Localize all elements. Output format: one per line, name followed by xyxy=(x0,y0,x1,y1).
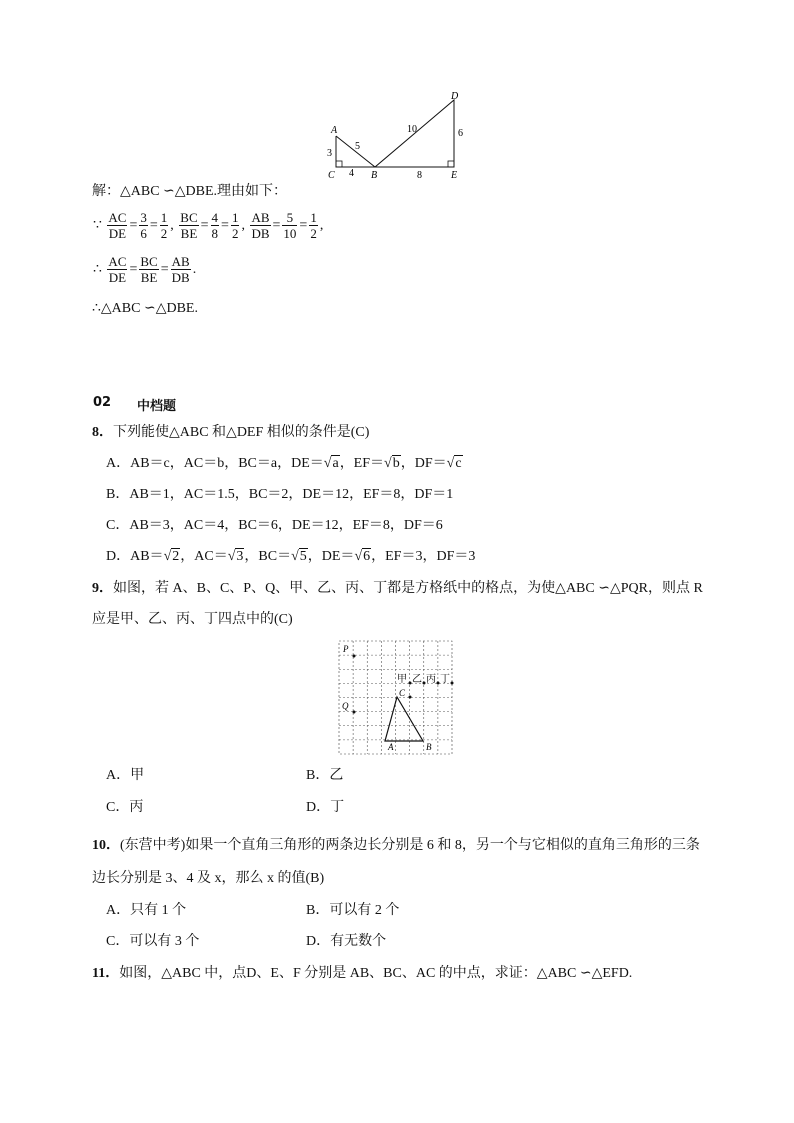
point-p xyxy=(353,655,356,658)
q10-line2: 边长分别是 3、4 及 x，那么 x 的值(B) xyxy=(92,871,325,886)
grid-label-a: A xyxy=(388,742,394,752)
q8-option-b: B．AB＝1，AC＝1.5，BC＝2，DE＝12，EF＝8，DF＝1 xyxy=(106,487,454,502)
label-d: D xyxy=(451,91,459,102)
figure-right-triangles xyxy=(322,90,472,182)
frac-ac-de: $\frac{AC}{DE}$ xyxy=(108,210,127,241)
sqrt-a: √a xyxy=(323,456,339,471)
q8-stem: 8．下列能使△ABC 和△DEF 相似的条件是(C) xyxy=(92,425,370,440)
q9-option-a: A．甲 xyxy=(106,768,145,783)
point-q xyxy=(353,711,356,714)
right-angle-mark-e xyxy=(448,161,454,167)
solution-conclusion: ∴△ABC ∽△DBE. xyxy=(92,301,198,316)
label-c: C xyxy=(328,170,335,181)
grid-label-ding: 丁 xyxy=(440,674,450,685)
q9-option-d: D．丁 xyxy=(306,800,345,815)
q9-option-b: B．乙 xyxy=(306,768,344,783)
grid-label-q: Q xyxy=(342,701,349,711)
q10-number: 10． xyxy=(92,838,120,853)
solution-equal-ratios: ∴ $\frac{AC}{DE}$ = $\frac{BC}{BE}$ = $\frac{AB}{DB}$ . xyxy=(93,254,197,285)
frac-bc-be: $\frac{BC}{BE}$ xyxy=(180,210,198,241)
section-title: 中档题 xyxy=(137,399,177,414)
solution-intro: 解：△ABC ∽△DBE.理由如下： xyxy=(92,184,288,199)
grid-label-yi: 乙 xyxy=(412,674,422,685)
length-bd: 10 xyxy=(407,124,417,135)
grid-label-jia: 甲 xyxy=(397,674,407,685)
length-de: 6 xyxy=(458,128,463,139)
q11-number: 11． xyxy=(92,966,120,981)
label-b: B xyxy=(371,170,378,181)
q10-option-b: B．可以有 2 个 xyxy=(306,903,400,918)
q9-line2: 应是甲、乙、丙、丁四点中的(C) xyxy=(92,612,293,627)
frac-ab-db: $\frac{AB}{DB}$ xyxy=(251,210,270,241)
q10-option-a: A．只有 1 个 xyxy=(106,903,187,918)
q8-option-d: D．AB＝√2，AC＝√3，BC＝√5，DE＝√6，EF＝3，DF＝3 xyxy=(106,549,476,564)
therefore-symbol: ∴ xyxy=(93,261,102,277)
q9-option-c: C．丙 xyxy=(106,800,144,815)
length-be: 8 xyxy=(417,170,422,181)
label-a: A xyxy=(331,125,338,136)
grid-label-p: P xyxy=(343,644,349,654)
figure-grid xyxy=(338,640,454,756)
length-ac: 3 xyxy=(327,148,332,159)
grid-label-c: C xyxy=(399,688,406,698)
q10-option-d: D．有无数个 xyxy=(306,934,387,949)
right-angle-mark-c xyxy=(336,161,342,167)
q10-line1: 10．(东营中考)如果一个直角三角形的两条边长分别是 6 和 8，另一个与它相似的直角三角形的三条 xyxy=(92,838,700,853)
grid-label-bing: 丙 xyxy=(426,674,436,685)
triangle-abc-grid xyxy=(385,697,423,741)
q8-option-c: C．AB＝3，AC＝4，BC＝6，DE＝12，EF＝8，DF＝6 xyxy=(106,518,443,533)
q8-option-a: A．AB＝c，AC＝b，BC＝a，DE＝√a，EF＝√b，DF＝√c xyxy=(106,456,462,471)
point-ding xyxy=(451,682,454,685)
sqrt-b: √b xyxy=(384,456,400,471)
grid-lines xyxy=(339,641,452,754)
q9-line1: 9．如图，若 A、B、C、P、Q、甲、乙、丙、丁都是方格纸中的格点，为使△ABC ∽△PQR，则点 R xyxy=(92,581,703,596)
grid-label-b: B xyxy=(426,742,432,752)
solution-ratios: ∵ $\frac{AC}{DE}$ = $\frac{3}{6}$ = $\frac{1}{2}$ , $\frac{BC}{BE}$ = $\frac{4}{8}$ = $\frac{1}{2}$ , $\frac{AB}{DB}$ = $\frac{5}{10}$ = $\frac{1}{2}$ , xyxy=(93,210,324,241)
length-ab: 5 xyxy=(355,141,360,152)
section-number: 02 xyxy=(93,395,112,410)
q10-option-c: C．可以有 3 个 xyxy=(106,934,200,949)
q9-number: 9． xyxy=(92,581,113,596)
q8-number: 8． xyxy=(92,425,113,440)
length-cb: 4 xyxy=(349,168,354,179)
point-c xyxy=(409,696,412,699)
q11-text: 11．如图，△ABC 中，点D、E、F 分别是 AB、BC、AC 的中点，求证：△ABC ∽△EFD. xyxy=(92,966,633,981)
label-e: E xyxy=(451,170,458,181)
because-symbol: ∵ xyxy=(93,217,102,233)
sqrt-c: √c xyxy=(446,456,462,471)
